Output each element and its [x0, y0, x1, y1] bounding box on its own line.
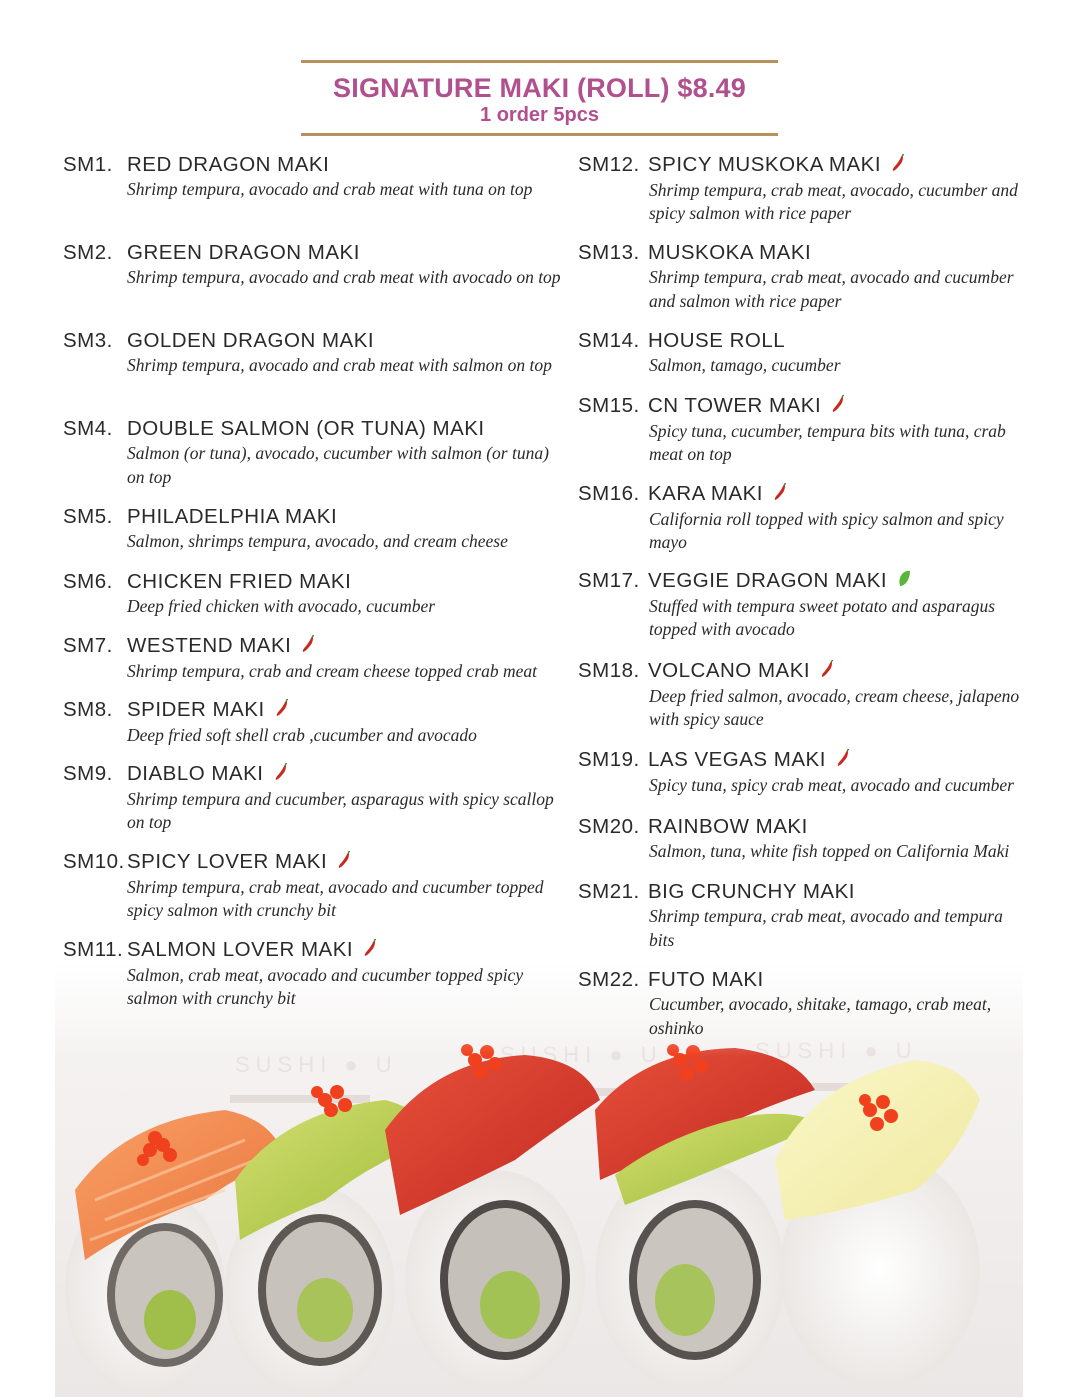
menu-item — [578, 240, 1029, 313]
menu-item-heading — [63, 152, 567, 178]
menu-item-name: PHILADELPHIA MAKI — [127, 505, 338, 528]
menu-item-description: Shrimp tempura, crab meat, avocado and cucumber and salmon with rice paper — [649, 267, 1014, 311]
menu-item-description: Cucumber, avocado, shitake, tamago, crab meat, oshinko — [649, 994, 992, 1038]
menu-item — [578, 967, 1029, 1040]
menu-item — [63, 697, 567, 747]
menu-item-heading — [578, 879, 1029, 905]
menu-item-description: Salmon, tamago, cucumber — [649, 355, 841, 375]
menu-item-heading — [578, 393, 1029, 420]
menu-item-code: SM17. — [578, 569, 640, 592]
menu-item-name: SPICY LOVER MAKI — [127, 850, 328, 873]
spicy-pepper-icon — [274, 762, 288, 788]
menu-item-heading — [578, 967, 1029, 993]
menu-item-heading — [63, 633, 567, 660]
menu-item — [63, 937, 567, 1011]
menu-item — [63, 633, 567, 683]
menu-item-description: Salmon (or tuna), avocado, cucumber with salmon (or tuna) on top — [127, 443, 549, 487]
menu-item-name: VEGGIE DRAGON MAKI — [648, 569, 888, 592]
spicy-pepper-icon — [831, 394, 845, 420]
menu-item-code: SM15. — [578, 394, 640, 417]
section-title: SIGNATURE MAKI (ROLL) $8.49 — [333, 73, 746, 103]
menu-item-description: Stuffed with tempura sweet potato and asparagus topped with avocado — [649, 595, 996, 640]
spicy-pepper-icon — [836, 748, 850, 774]
menu-item-heading — [63, 328, 567, 354]
menu-item-heading — [63, 937, 567, 964]
menu-item-heading — [578, 152, 1029, 179]
spicy-pepper-icon — [363, 938, 377, 964]
menu-item — [63, 569, 567, 619]
menu-item-code: SM1. — [63, 153, 113, 176]
menu-item-code: SM8. — [63, 698, 113, 721]
menu-item-heading — [63, 761, 567, 788]
menu-item-heading — [63, 569, 567, 595]
menu-item-code: SM18. — [578, 659, 640, 682]
menu-item-heading — [578, 240, 1029, 266]
menu-item-description: Deep fried soft shell crab ,cucumber and avocado — [127, 724, 477, 745]
spicy-pepper-icon — [820, 659, 834, 685]
menu-item-heading — [578, 747, 1029, 774]
menu-item-name: GREEN DRAGON MAKI — [127, 241, 360, 264]
menu-item-description: Shrimp tempura, avocado and crab meat with tuna on top — [127, 179, 533, 199]
menu-item-heading — [578, 568, 1029, 595]
menu-item-description: Deep fried salmon, avocado, cream cheese, jalapeno with spicy sauce — [649, 685, 1020, 730]
menu-item — [578, 393, 1029, 467]
menu-item-name: DOUBLE SALMON (OR TUNA) MAKI — [127, 417, 485, 440]
menu-item-code: SM12. — [578, 153, 640, 176]
menu-item — [63, 240, 567, 290]
menu-item-name: VOLCANO MAKI — [648, 659, 811, 682]
menu-item-name: RED DRAGON MAKI — [127, 153, 330, 176]
menu-item-description: Shrimp tempura, crab meat, avocado and tempura bits — [649, 906, 1003, 950]
menu-item-name: CN TOWER MAKI — [648, 394, 822, 417]
menu-item-code: SM5. — [63, 505, 113, 528]
menu-item-heading — [63, 504, 567, 530]
menu-item-heading — [578, 814, 1029, 840]
menu-item-description: Salmon, crab meat, avocado and cucumber topped spicy salmon with crunchy bit — [127, 964, 524, 1009]
menu-item — [578, 879, 1029, 952]
menu-item — [578, 481, 1029, 555]
menu-item — [63, 504, 567, 554]
menu-item — [578, 328, 1029, 378]
menu-item — [578, 814, 1029, 864]
spicy-pepper-icon — [891, 153, 905, 179]
menu-item-code: SM3. — [63, 329, 113, 352]
menu-item — [578, 152, 1029, 226]
menu-item-heading — [63, 240, 567, 266]
menu-item-code: SM10. — [63, 850, 125, 873]
menu-item-description: Salmon, shrimps tempura, avocado, and cream cheese — [127, 531, 508, 551]
menu-item-code: SM11. — [63, 938, 124, 961]
menu-section-header — [301, 60, 778, 136]
menu-item-code: SM16. — [578, 482, 640, 505]
spicy-pepper-icon — [275, 698, 289, 724]
menu-item-heading — [63, 849, 567, 876]
veggie-leaf-icon — [897, 569, 911, 595]
menu-item-code: SM6. — [63, 570, 113, 593]
menu-item-description: Shrimp tempura, crab and cream cheese topped crab meat — [127, 660, 538, 681]
menu-item-name: GOLDEN DRAGON MAKI — [127, 329, 375, 352]
menu-item-code: SM7. — [63, 634, 113, 657]
menu-item-name: BIG CRUNCHY MAKI — [648, 880, 855, 903]
menu-item-name: CHICKEN FRIED MAKI — [127, 570, 352, 593]
menu-item — [578, 658, 1029, 732]
menu-item — [63, 152, 567, 202]
menu-item-heading — [63, 416, 567, 442]
menu-item-code: SM9. — [63, 762, 113, 785]
menu-item-code: SM22. — [578, 968, 640, 991]
menu-item-description: Shrimp tempura and cucumber, asparagus with spicy scallop on top — [127, 788, 554, 833]
menu-item-name: DIABLO MAKI — [127, 762, 264, 785]
menu-item-heading — [578, 658, 1029, 685]
menu-item-name: HOUSE ROLL — [648, 329, 786, 352]
menu-item-name: LAS VEGAS MAKI — [648, 748, 826, 771]
menu-item-code: SM19. — [578, 748, 640, 771]
menu-item-name: SPIDER MAKI — [127, 698, 265, 721]
menu-item-code: SM4. — [63, 417, 113, 440]
menu-item-code: SM14. — [578, 329, 640, 352]
menu-item-name: MUSKOKA MAKI — [648, 241, 812, 264]
menu-item-heading — [63, 697, 567, 724]
section-subtitle: 1 order 5pcs — [480, 104, 599, 126]
spicy-pepper-icon — [773, 482, 787, 508]
menu-item — [63, 849, 567, 923]
menu-item-description: Deep fried chicken with avocado, cucumber — [127, 596, 436, 616]
menu-item-description: Shrimp tempura, crab meat, avocado, cucumber and spicy salmon with rice paper — [649, 179, 1018, 224]
menu-item-description: Spicy tuna, spicy crab meat, avocado and cucumber — [649, 774, 1014, 795]
menu-item — [63, 328, 567, 378]
menu-item-description: Shrimp tempura, crab meat, avocado and cucumber topped spicy salmon with crunchy bit — [127, 876, 544, 921]
menu-item — [578, 568, 1029, 642]
menu-item-code: SM13. — [578, 241, 640, 264]
spicy-pepper-icon — [301, 634, 315, 660]
menu-item-name: SPICY MUSKOKA MAKI — [648, 153, 882, 176]
menu-item-code: SM2. — [63, 241, 113, 264]
menu-item-name: WESTEND MAKI — [127, 634, 292, 657]
menu-item-name: KARA MAKI — [648, 482, 764, 505]
menu-item-description: Spicy tuna, cucumber, tempura bits with tuna, crab meat on top — [649, 420, 1006, 465]
menu-item-heading — [578, 328, 1029, 354]
menu-item — [578, 747, 1029, 797]
menu-item — [63, 761, 567, 835]
menu-item-description: Shrimp tempura, avocado and crab meat with salmon on top — [127, 355, 552, 375]
menu-item-code: SM20. — [578, 815, 640, 838]
menu-item-code: SM21. — [578, 880, 640, 903]
menu-item-name: FUTO MAKI — [648, 968, 764, 991]
menu-item-description: Salmon, tuna, white fish topped on California Maki — [649, 841, 1010, 861]
menu-item-heading — [578, 481, 1029, 508]
menu-item — [63, 416, 567, 489]
menu-item-name: RAINBOW MAKI — [648, 815, 808, 838]
spicy-pepper-icon — [337, 850, 351, 876]
menu-item-description: California roll topped with spicy salmon and spicy mayo — [649, 508, 1004, 553]
menu-item-description: Shrimp tempura, avocado and crab meat with avocado on top — [127, 267, 561, 287]
menu-item-name: SALMON LOVER MAKI — [127, 938, 354, 961]
